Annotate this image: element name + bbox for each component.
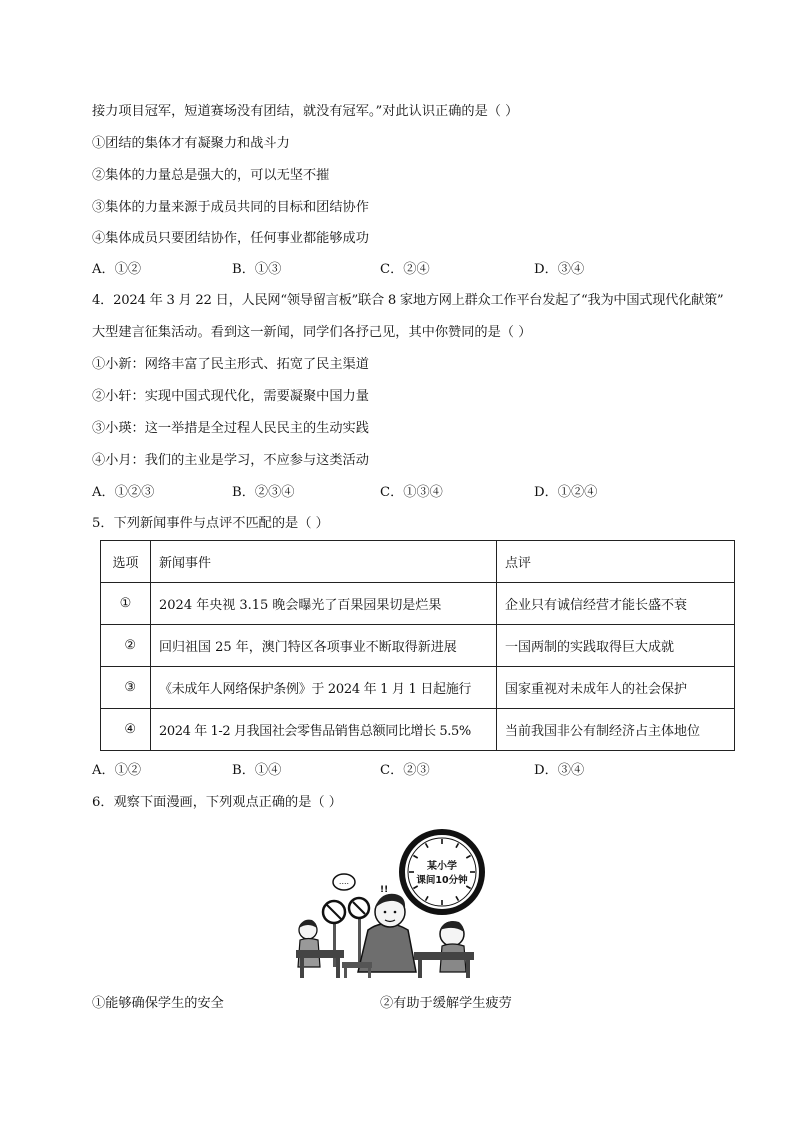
table-row [101, 583, 735, 625]
row-news-event: 2024 年 1-2 月我国社会零售品销售总额同比增长 5.5% [151, 709, 497, 751]
row-option: ② [101, 625, 151, 667]
q3-option-c[interactable]: C．②④ [380, 262, 430, 277]
row-comment: 企业只有诚信经营才能长盛不衰 [497, 583, 735, 625]
q4-statement-3: ③小瑛：这一举措是全过程人民民主的生动实践 [92, 421, 369, 436]
row-option: ③ [101, 667, 151, 709]
clock-text-1: 某小学 [427, 861, 457, 872]
clock-text-2: 课间10分钟 [416, 875, 468, 886]
q3-stem: 接力项目冠军，短道赛场没有团结，就没有冠军。”对此认识正确的是（ ） [92, 104, 519, 119]
q3-option-d[interactable]: D．③④ [534, 262, 585, 277]
q3-options [92, 263, 652, 279]
q5-option-c[interactable]: C．②③ [380, 763, 430, 778]
q4-options [92, 486, 652, 502]
cartoon-illustration [296, 822, 488, 980]
table-row [101, 667, 735, 709]
q3-statement-2: ②集体的力量总是强大的，可以无坚不摧 [92, 168, 330, 183]
q6-statement-2: ②有助于缓解学生疲劳 [380, 996, 512, 1011]
news-table [100, 540, 735, 751]
table-header-row [101, 541, 735, 583]
q3-statement-4: ④集体成员只要团结协作，任何事业都能够成功 [92, 231, 369, 246]
row-news-event: 《未成年人网络保护条例》于 2024 年 1 月 1 日起施行 [151, 667, 497, 709]
row-news-event: 2024 年央视 3.15 晚会曝光了百果园果切是烂果 [151, 583, 497, 625]
row-news-event: 回归祖国 25 年，澳门特区各项事业不断取得新进展 [151, 625, 497, 667]
header-option: 选项 [101, 541, 151, 583]
q5-stem: 5．下列新闻事件与点评不匹配的是（ ） [92, 516, 329, 531]
q4-option-d[interactable]: D．①②④ [534, 485, 598, 500]
q4-stem-line2: 大型建言征集活动。看到这一新闻，同学们各抒己见，其中你赞同的是（ ） [92, 325, 532, 340]
q5-option-b[interactable]: B．①④ [232, 763, 282, 778]
q6-stem: 6．观察下面漫画，下列观点正确的是（ ） [92, 795, 342, 810]
classroom-cartoon [296, 822, 488, 980]
q4-option-b[interactable]: B．②③④ [232, 485, 295, 500]
q4-option-c[interactable]: C．①③④ [380, 485, 443, 500]
q3-statement-3: ③集体的力量来源于成员共同的目标和团结协作 [92, 200, 369, 215]
svg-text:!!: !! [380, 885, 389, 895]
q6-statement-1: ①能够确保学生的安全 [92, 996, 224, 1011]
q5-options [92, 764, 652, 780]
q4-statement-2: ②小轩：实现中国式现代化，需要凝聚中国力量 [92, 389, 369, 404]
table-row [101, 709, 735, 751]
q4-statement-1: ①小新：网络丰富了民主形式、拓宽了民主渠道 [92, 357, 369, 372]
header-comment: 点评 [497, 541, 735, 583]
row-comment: 当前我国非公有制经济占主体地位 [497, 709, 735, 751]
row-option: ④ [101, 709, 151, 751]
q5-option-a[interactable]: A．①② [92, 763, 142, 778]
q4-statement-4: ④小月：我们的主业是学习，不应参与这类活动 [92, 453, 369, 468]
svg-text:....: .... [338, 877, 350, 886]
q3-option-a[interactable]: A．①② [92, 262, 142, 277]
q4-option-a[interactable]: A．①②③ [92, 485, 155, 500]
header-news-event: 新闻事件 [151, 541, 497, 583]
q5-option-d[interactable]: D．③④ [534, 763, 585, 778]
row-option: ① [101, 583, 151, 625]
q4-stem-line1: 4．2024 年 3 月 22 日，人民网“领导留言板”联合 8 家地方网上群众工作平台发起了“我为中国式现代化献策” [92, 293, 724, 308]
row-comment: 国家重视对未成年人的社会保护 [497, 667, 735, 709]
q3-statement-1: ①团结的集体才有凝聚力和战斗力 [92, 136, 290, 151]
q3-option-b[interactable]: B．①③ [232, 262, 282, 277]
row-comment: 一国两制的实践取得巨大成就 [497, 625, 735, 667]
table-row [101, 625, 735, 667]
